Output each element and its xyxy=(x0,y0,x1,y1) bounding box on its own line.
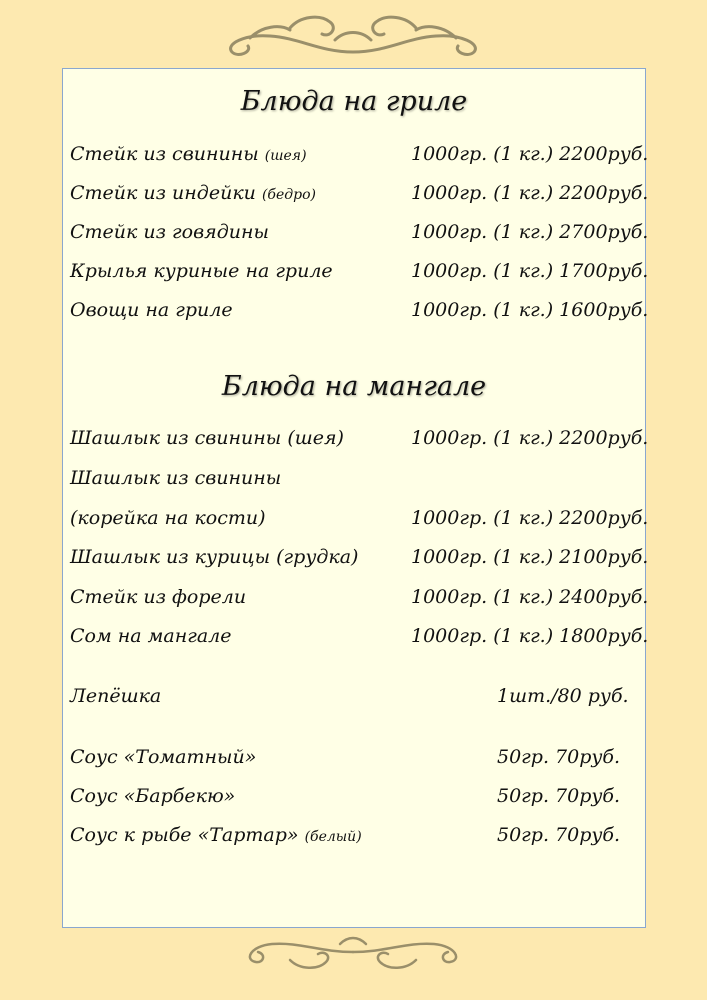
item-price: 1000гр. (1 кг.) 2100руб. xyxy=(411,546,649,568)
item-price: 1000гр. (1 кг.) 2700руб. xyxy=(411,221,649,243)
menu-item-sauce-tomato xyxy=(70,746,640,776)
menu-card xyxy=(62,68,649,928)
item-name: Шашлык из свинины xyxy=(70,467,282,489)
menu-item-turkey-steak xyxy=(70,182,649,212)
menu-item-sauce-tartar xyxy=(70,824,640,854)
item-name: Лепёшка xyxy=(70,685,162,707)
item-name: Стейк из индейки xyxy=(70,182,256,204)
item-price: 1000гр. (1 кг.) 2400руб. xyxy=(411,586,649,608)
menu-item-pork-steak xyxy=(70,143,649,173)
item-name: Стейк из свинины xyxy=(70,143,259,165)
item-name: Соус «Барбекю» xyxy=(70,785,236,807)
item-price: 50гр. 70руб. xyxy=(497,824,621,846)
item-name: Овощи на гриле xyxy=(70,299,233,321)
menu-item-chicken-wings xyxy=(70,260,649,290)
item-name: Соус «Томатный» xyxy=(70,746,257,768)
menu-item-catfish xyxy=(70,625,649,655)
menu-item-pork-shashlik xyxy=(70,427,649,457)
item-price: 50гр. 70руб. xyxy=(497,746,621,768)
item-name: Соус к рыбе «Тартар» xyxy=(70,824,299,846)
item-name: Стейк из форели xyxy=(70,586,247,608)
item-price: 50гр. 70руб. xyxy=(497,785,621,807)
item-price: 1000гр. (1 кг.) 1800руб. xyxy=(411,625,649,647)
item-name: Сом на мангале xyxy=(70,625,232,647)
item-price: 1000гр. (1 кг.) 1700руб. xyxy=(411,260,649,282)
menu-item-pork-loin-shashlik xyxy=(70,467,640,497)
item-price: 1шт./80 руб. xyxy=(497,685,629,707)
menu-item-sauce-bbq xyxy=(70,785,640,815)
menu-item-chicken-shashlik xyxy=(70,546,649,576)
item-note: (шея) xyxy=(264,148,307,164)
menu-item-trout-steak xyxy=(70,586,649,616)
item-price: 1000гр. (1 кг.) 2200руб. xyxy=(411,143,649,165)
item-name: Стейк из говядины xyxy=(70,221,270,243)
item-price: 1000гр. (1 кг.) 2200руб. xyxy=(411,182,649,204)
item-price: 1000гр. (1 кг.) 2200руб. xyxy=(411,507,649,529)
menu-item-pork-loin-shashlik-detail xyxy=(70,507,649,537)
ornament-top xyxy=(0,8,707,62)
menu-item-grilled-vegetables xyxy=(70,299,649,329)
item-name: Шашлык из курицы (грудка) xyxy=(70,546,359,568)
item-name: (корейка на кости) xyxy=(70,507,266,529)
item-price: 1000гр. (1 кг.) 1600руб. xyxy=(411,299,649,321)
menu-item-beef-steak xyxy=(70,221,649,251)
item-note: (бедро) xyxy=(261,187,316,203)
item-note: (белый) xyxy=(304,829,362,845)
mangal-section-title: Блюда на мангале xyxy=(221,371,487,402)
item-price: 1000гр. (1 кг.) 2200руб. xyxy=(411,427,649,449)
menu-item-flatbread xyxy=(70,685,640,715)
grill-section-title: Блюда на гриле xyxy=(240,86,468,117)
ornament-bottom xyxy=(0,930,707,986)
item-name: Шашлык из свинины (шея) xyxy=(70,427,344,449)
item-name: Крылья куриные на гриле xyxy=(70,260,333,282)
